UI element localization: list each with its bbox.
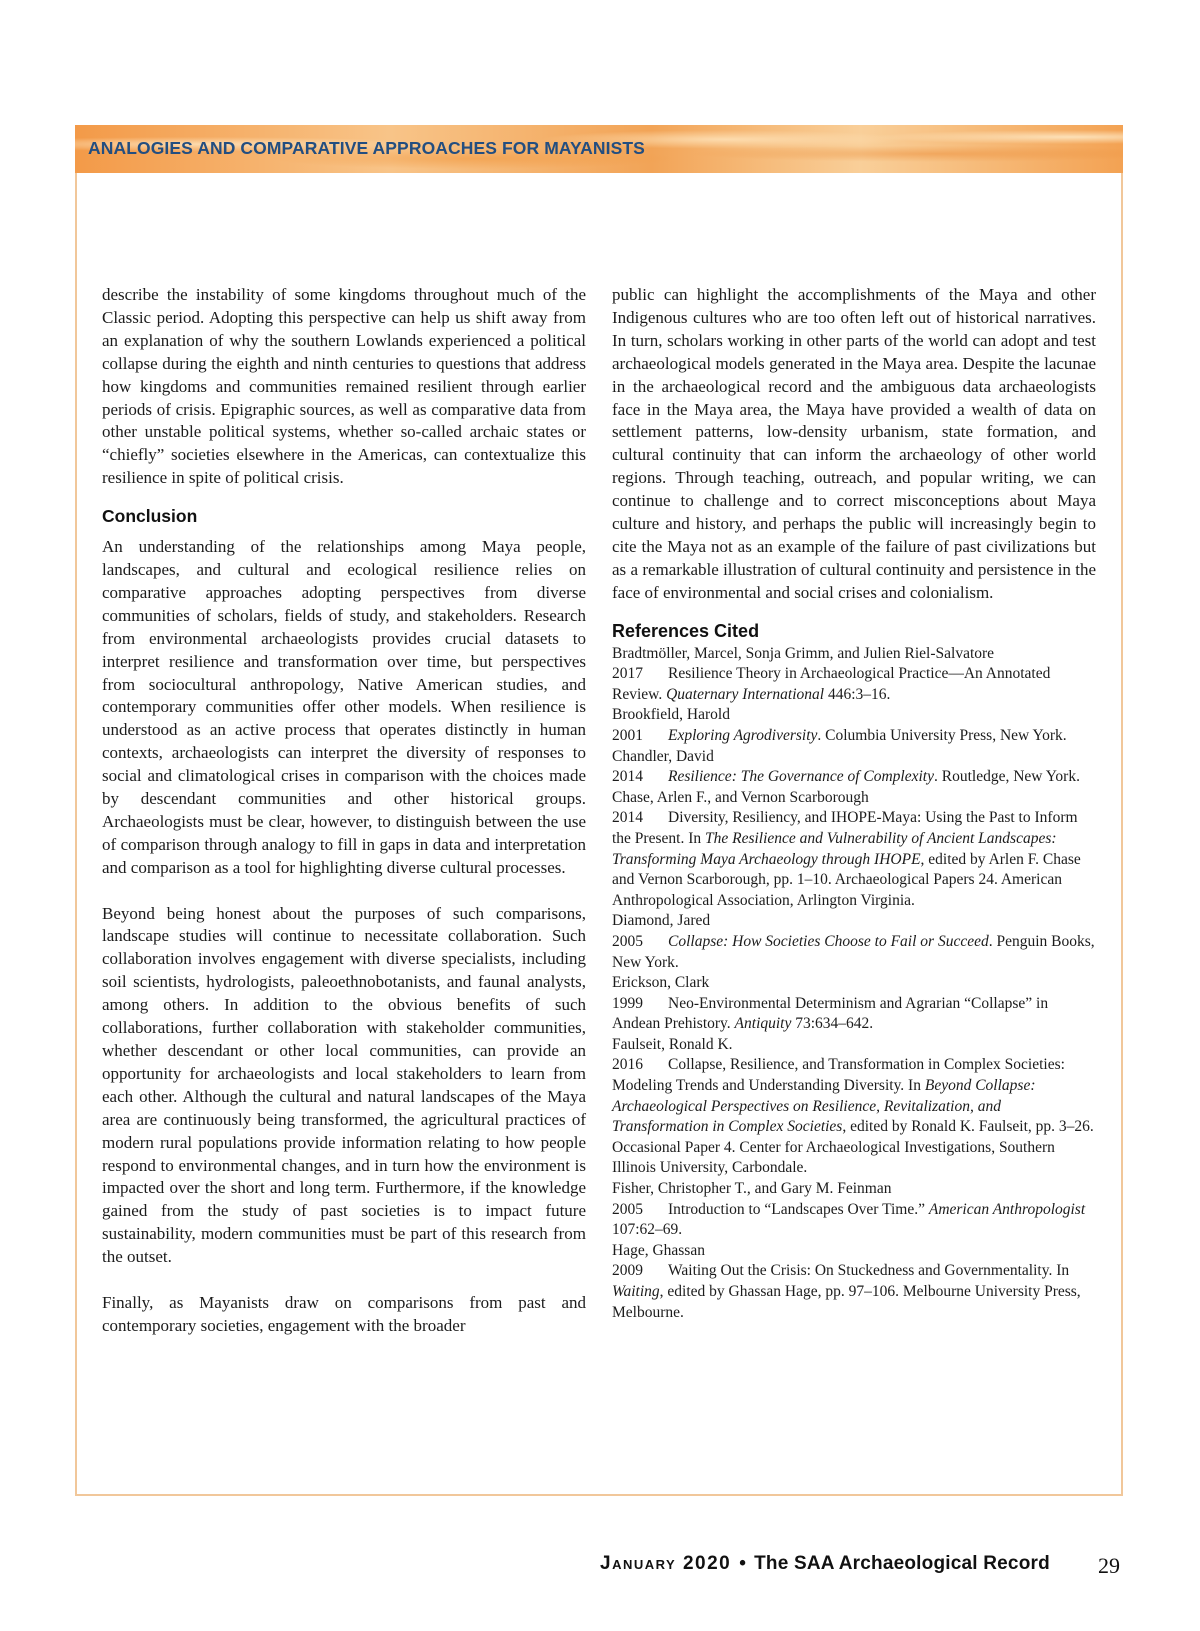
reference-citation: 1999 Neo-Environmental Determinism and Agrarian “Collapse” in Andean Prehistory. Antiquity 73:634–642. — [612, 994, 1049, 1033]
reference-author: Hage, Ghassan — [612, 1241, 705, 1259]
footer-date: January 2020 — [600, 1553, 732, 1574]
section-banner — [75, 125, 1123, 173]
right-column — [612, 284, 1096, 1323]
reference-entry — [612, 788, 1096, 912]
reference-author: Diamond, Jared — [612, 912, 711, 930]
reference-title: Exploring Agrodiversity — [668, 726, 818, 744]
reference-author: Erickson, Clark — [612, 974, 710, 992]
reference-citation: 2009 Waiting Out the Crisis: On Stuckedness and Governmentality. In Waiting, edited by Ghassan Hage, pp. 97–106. Melbourne University Press, Melbourne. — [612, 1262, 1081, 1321]
reference-year: 2009 — [612, 1262, 643, 1280]
page-footer — [600, 1553, 1130, 1583]
reference-citation: 2014 Diversity, Resiliency, and IHOPE-Maya: Using the Past to Inform the Present. In The Resilience and Vulnerability of Ancient Landscapes: Transforming Maya Archaeology through IHOPE, edited by Arlen F. Chase and Vernon Scarborough, pp. 1–10. Archaeological Papers 24. American Anthropological Association, Arlington Virginia. — [612, 809, 1081, 909]
reference-year: 2014 — [612, 809, 643, 827]
reference-title: Resilience: The Governance of Complexity — [668, 768, 934, 786]
reference-year: 2001 — [612, 726, 643, 744]
reference-entry — [612, 911, 1096, 973]
paragraph: Finally, as Mayanists draw on comparisons from past and contemporary societies, engagement with the broader — [102, 1292, 586, 1335]
reference-title: The Resilience and Vulnerability of Ancient Landscapes: Transforming Maya Archaeology through IHOPE — [612, 829, 1057, 868]
reference-title: Waiting — [612, 1283, 660, 1300]
conclusion-heading: Conclusion — [102, 506, 198, 527]
paragraph: public can highlight the accomplishments of the Maya and other Indigenous cultures who are too often left out of historical narratives. In turn, scholars working in other parts of the world can adopt and test archaeological models generated in the Maya area. Despite the lacunae in the archaeological record and the ambiguous data archaeologists face in the Maya area, the Maya have provided a wealth of data on settlement patterns, low-density urbanism, state formation, and cultural continuity that can inform the archaeology of other world regions. Through teaching, outreach, and popular writing, we can continue to challenge and to correct misconceptions about Maya culture and history, and perhaps the public will increasingly begin to cite the Maya not as an example of the failure of past civilizations but as a remarkable illustration of cultural continuity and persistence in the face of environmental and social crises and colonialism. — [612, 285, 1096, 602]
reference-year: 2005 — [612, 932, 643, 950]
reference-year: 2017 — [612, 665, 643, 683]
reference-citation: 2017 Resilience Theory in Archaeological Practice—An Annotated Review. Quaternary International 446:3–16. — [612, 665, 1051, 703]
reference-author: Fisher, Christopher T., and Gary M. Feinman — [612, 1180, 892, 1198]
reference-entry — [612, 705, 1096, 746]
paragraph: An understanding of the relationships among Maya people, landscapes, and cultural and ecological resilience relies on comparative approaches adopting perspectives from diverse communities of scholars, fields of study, and stakeholders. Research from environmental archaeologists provides crucial datasets to interpret resilience and transformation over time, but perspectives from sociocultural anthropology, Native American studies, and contemporary communities offer other models. When resilience is understood as an active process that operates distinctly in human contexts, archaeologists can interpret the diversity of responses to social and climatological crises in comparison with the choices made by descendant communities and other historical groups. Archaeologists must be clear, however, to distinguish between the use of comparison through analogy to fill in gaps in data and interpretation and comparison as a tool for highlighting diverse cultural processes. — [102, 537, 586, 877]
reference-entry — [612, 747, 1096, 788]
reference-title: Antiquity — [734, 1015, 792, 1033]
reference-year: 1999 — [612, 994, 643, 1012]
footer-publication: The SAA Archaeological Record — [754, 1553, 1050, 1574]
reference-author: Faulseit, Ronald K. — [612, 1035, 733, 1053]
reference-year: 2014 — [612, 768, 643, 786]
reference-citation: 2001 Exploring Agrodiversity. Columbia University Press, New York. — [612, 726, 1096, 747]
reference-title: Collapse: How Societies Choose to Fail or Succeed — [668, 932, 989, 950]
reference-title: Beyond Collapse: Archaeological Perspectives on Resilience, Revitalization, and Transformation in Complex Societies — [612, 1077, 1036, 1136]
reference-author: Chandler, David — [612, 747, 714, 765]
reference-entry — [612, 1179, 1096, 1241]
reference-author: Chase, Arlen F., and Vernon Scarborough — [612, 788, 869, 806]
reference-entry — [612, 644, 1096, 706]
reference-entry — [612, 973, 1096, 1035]
paragraph: Beyond being honest about the purposes of such comparisons, landscape studies will continue to necessitate collaboration. Such collaboration involves engagement with diverse specialists, including soil scientists, hydrologists, paleoethnobotanists, and faunal analysts, among others. In addition to the obvious benefits of such collaborations, further collaboration with stakeholder communities, whether descendant or other local communities, can provide an opportunity for archaeologists and local stakeholders to learn from each other. Although the cultural and natural landscapes of the Maya area are continuously being transformed, the agricultural practices of modern rural populations provide information relating to how people respond to environmental changes, and in turn how the environment is impacted over the short and long term. Furthermore, if the knowledge gained from the study of past societies is to impact future sustainability, modern communities must be part of this research from the outset. — [102, 903, 586, 1267]
left-column — [102, 284, 586, 1338]
reference-citation: 2005 Collapse: How Societies Choose to Fail or Succeed. Penguin Books, New York. — [612, 932, 1095, 971]
reference-author: Brookfield, Harold — [612, 706, 730, 724]
references-heading: References Cited — [612, 620, 760, 641]
reference-title: American Anthropologist — [928, 1200, 1086, 1218]
reference-year: 2016 — [612, 1056, 643, 1074]
reference-citation: 2016 Collapse, Resilience, and Transformation in Complex Societies: Modeling Trends and Understanding Diversity. In Beyond Collapse: Archaeological Perspectives on Resilience, Revitalization, and Transformation in Complex Societies, edited by Ronald K. Faulseit, pp. 3–26. Occasional Paper 4. Center for Archaeological Investigations, Southern Illinois University, Carbondale. — [612, 1056, 1094, 1177]
page-number: 29 — [1098, 1553, 1120, 1578]
references-list — [612, 644, 1096, 1324]
section-title: ANALOGIES AND COMPARATIVE APPROACHES FOR MAYANISTS — [88, 138, 645, 158]
reference-entry — [612, 1241, 1096, 1323]
reference-citation: 2005 Introduction to “Landscapes Over Time.” American Anthropologist 107:62–69. — [612, 1200, 1086, 1239]
reference-title: Quaternary International — [666, 685, 825, 703]
reference-author: Bradtmöller, Marcel, Sonja Grimm, and Julien Riel-Salvatore — [612, 644, 995, 662]
footer-bullet: • — [739, 1553, 747, 1574]
reference-entry — [612, 1035, 1096, 1179]
reference-year: 2005 — [612, 1200, 643, 1218]
reference-citation: 2014 Resilience: The Governance of Complexity. Routledge, New York. — [612, 767, 1096, 788]
paragraph: describe the instability of some kingdoms throughout much of the Classic period. Adopting this perspective can help us shift away from an explanation of why the southern Lowlands experienced a political collapse during the eighth and ninth centuries to questions that address how kingdoms and communities remained resilient through earlier periods of crisis. Epigraphic sources, as well as comparative data from other unstable political systems, whether so-called archaic states or “chiefly” societies elsewhere in the Americas, can contextualize this resilience in spite of political crisis. — [102, 285, 586, 488]
